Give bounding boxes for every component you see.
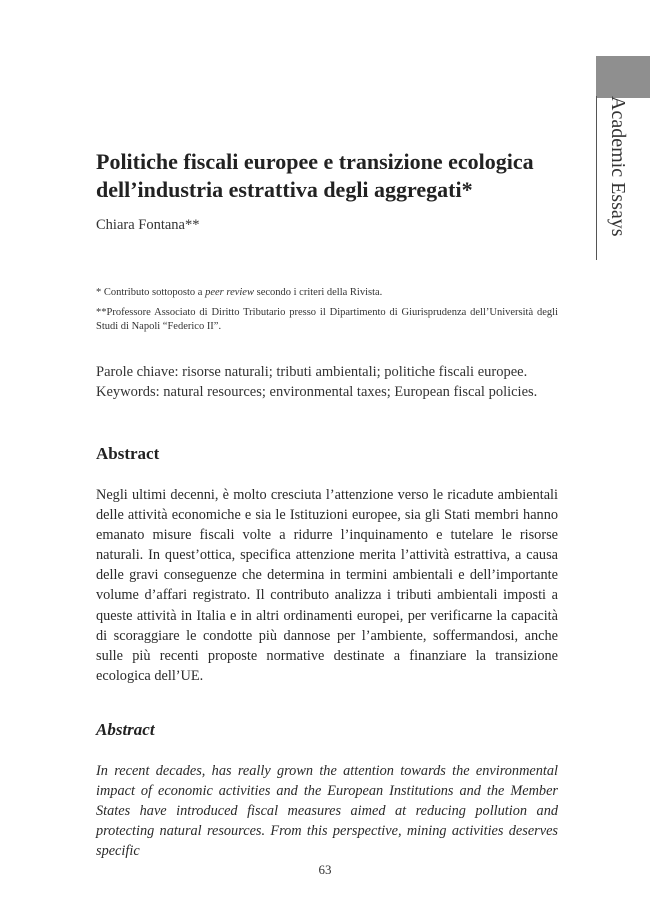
abstract-heading: Abstract [96,444,160,463]
section-label: Academic Essays [607,96,629,237]
abstract-english-text: In recent decades, has really grown the attention towards the environmental impact of economic activities and the European Institutions and the Member States have introduced fiscal measures aimed at reducing pollution and protecting natural resources. From this perspective, mining activities deserves specific [96,763,558,860]
footnote-review-post: secondo i criteri della Rivista. [253,287,383,298]
keywords-italian: Parole chiave: risorse naturali; tributi ambientali; politiche fiscali europee. [96,364,528,380]
section-tab-marker [596,56,650,98]
page-number: 63 [318,862,332,877]
author-name: Chiara Fontana** [96,217,200,233]
footnote-review-pre: * Contributo sottoposto a [96,287,206,298]
abstract-heading-english: Abstract [96,720,155,739]
section-divider-line [596,96,597,260]
footnote-review-italic: peer review [205,287,254,298]
footnote-affiliation: **Professore Associato di Diritto Tributario presso il Dipartimento di Giurisprudenza dell’Università degli Studi di Napoli “Federico II”. [96,307,558,332]
article-title: Politiche fiscali europee e transizione ecologica dell’industria estrattiva degli aggregati* [96,149,534,202]
keywords-english: Keywords: natural resources; environmental taxes; European fiscal policies. [96,384,538,400]
footnote-review [96,286,558,300]
abstract-italian-text: Negli ultimi decenni, è molto cresciuta l’attenzione verso le ricadute ambientali delle attività economiche e sia le Istituzioni europee, sia gli Stati membri hanno emanato misure fiscali volte a ridurre l’inquinamento e tutelare le risorse naturali. In quest’ottica, specifica attenzione merita l’attività estrattiva, a causa delle gravi conseguenze che determina in termini ambientali e dell’importante volume d’affari registrato. Il contributo analizza i tributi ambientali imposti a queste attività in Italia e in altri ordinamenti europei, per verificarne la capacità di scoraggiare le condotte più dannose per l’ambiente, soffermandosi, anche sulle più recenti proposte normative destinate a finanziare la transizione ecologica dell’UE. [96,487,558,684]
keywords-block [96,362,566,402]
footnotes [96,286,558,340]
